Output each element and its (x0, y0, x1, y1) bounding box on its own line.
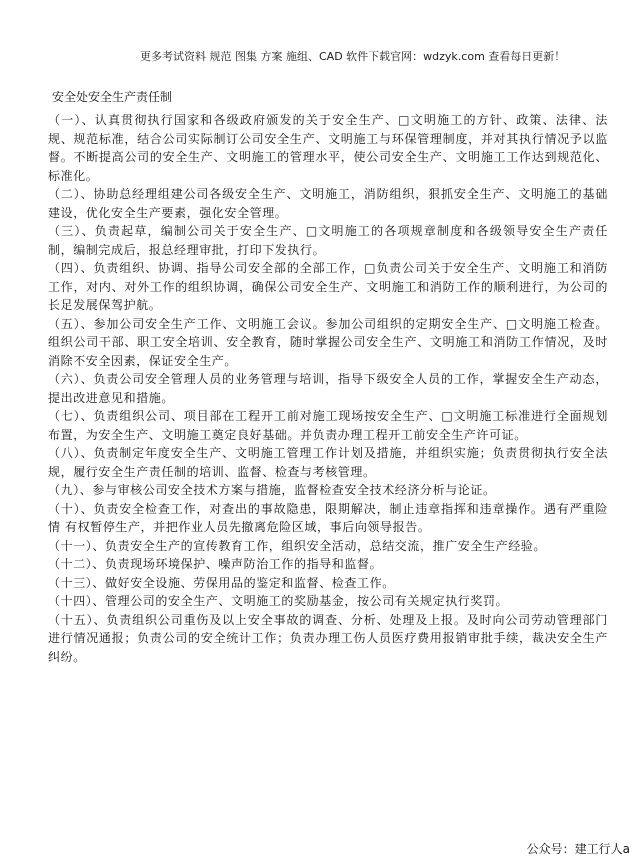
responsibility-clause-3: （三）、负责起草，编制公司关于安全生产、□文明施工的各项规章制度和各级领导安全生产责任制，编制完成后，报总经理审批，打印下发执行。 (48, 224, 608, 257)
header-banner: 更多考试资料 规范 图集 方案 施组、CAD 软件下载官网：wdzyk.com 查看每日更新！ (140, 50, 566, 63)
responsibility-clause-15: （十五）、负责组织公司重伤及以上安全事故的调查、分析、处理及上报。及时向公司劳动管理部门进行情况通报；负责公司的安全统计工作；负责办理工伤人员医疗费用报销审批手续，裁决安全生产纠纷。 (48, 612, 608, 664)
responsibility-clause-11: （十一）、负责安全生产的宣传教育工作，组织安全活动，总结交流，推广安全生产经验。 (48, 538, 547, 553)
responsibility-clause-1: （一）、认真贯彻执行国家和各级政府颁发的关于安全生产、□文明施工的方针、政策、法律、法规、规范标准，结合公司实际制订公司安全生产、文明施工与环保管理制度，并对其执行情况予以监督。不断提高公司的安全生产、文明施工的管理水平，使公司安全生产、文明施工工作达到规范化、标准化。 (48, 113, 608, 183)
responsibility-clause-8: （八）、负责制定年度安全生产、文明施工管理工作计划及措施，并组织实施；负责贯彻执行安全法规，履行安全生产责任制的培训、监督、检查与考核管理。 (48, 446, 608, 479)
responsibility-clause-2: （二）、协助总经理组建公司各级安全生产、文明施工，消防组织，狠抓安全生产、文明施工的基础建设，优化安全生产要素，强化安全管理。 (48, 187, 608, 220)
document-title: 安全处安全生产责任制 (52, 90, 173, 104)
responsibility-clause-10: （十）、负责安全检查工作，对查出的事故隐患，限期解决，制止违章指挥和违章操作。遇有严重险情 有权暂停生产，并把作业人员先撤离危险区域，事后向领导报告。 (48, 501, 608, 534)
footer-account-label: 公众号：建工行人a (526, 842, 630, 856)
responsibility-clause-9: （九）、参与审核公司安全技术方案与措施，监督检查安全技术经济分析与论证。 (48, 483, 496, 497)
responsibility-clause-14: （十四）、管理公司的安全生产、文明施工的奖励基金，按公司有关规定执行奖罚。 (48, 594, 509, 608)
responsibility-clause-13: （十三）、做好安全设施、劳保用品的鉴定和监督、检查工作。 (48, 575, 395, 590)
document-body (48, 111, 608, 666)
responsibility-clause-5: （五）、参加公司安全生产工作、文明施工会议。参加公司组织的定期安全生产、□文明施工检查。组织公司干部、职工安全培训、安全教育，随时掌握公司安全生产、文明施工和消防工作情况，及时消除不安全因素，保证安全生产。 (48, 316, 608, 368)
responsibility-clause-7: （七）、负责组织公司、项目部在工程开工前对施工现场按安全生产、□文明施工标准进行全面规划布置，为安全生产、文明施工奠定良好基础。并负责办理工程开工前安全生产许可证。 (48, 409, 608, 442)
responsibility-clause-6: （六）、负责公司安全管理人员的业务管理与培训，指导下级安全人员的工作，掌握安全生产动态，提出改进意见和措施。 (48, 372, 608, 405)
responsibility-clause-12: （十二）、负责现场环境保护、噪声防治工作的指导和监督。 (48, 557, 383, 571)
responsibility-clause-4: （四）、负责组织、协调、指导公司安全部的全部工作，□负责公司关于安全生产、文明施工和消防工作，对内、对外工作的组织协调，确保公司安全生产、文明施工和消防工作的顺利进行，为公司的长足发展保驾护航。 (48, 261, 608, 312)
